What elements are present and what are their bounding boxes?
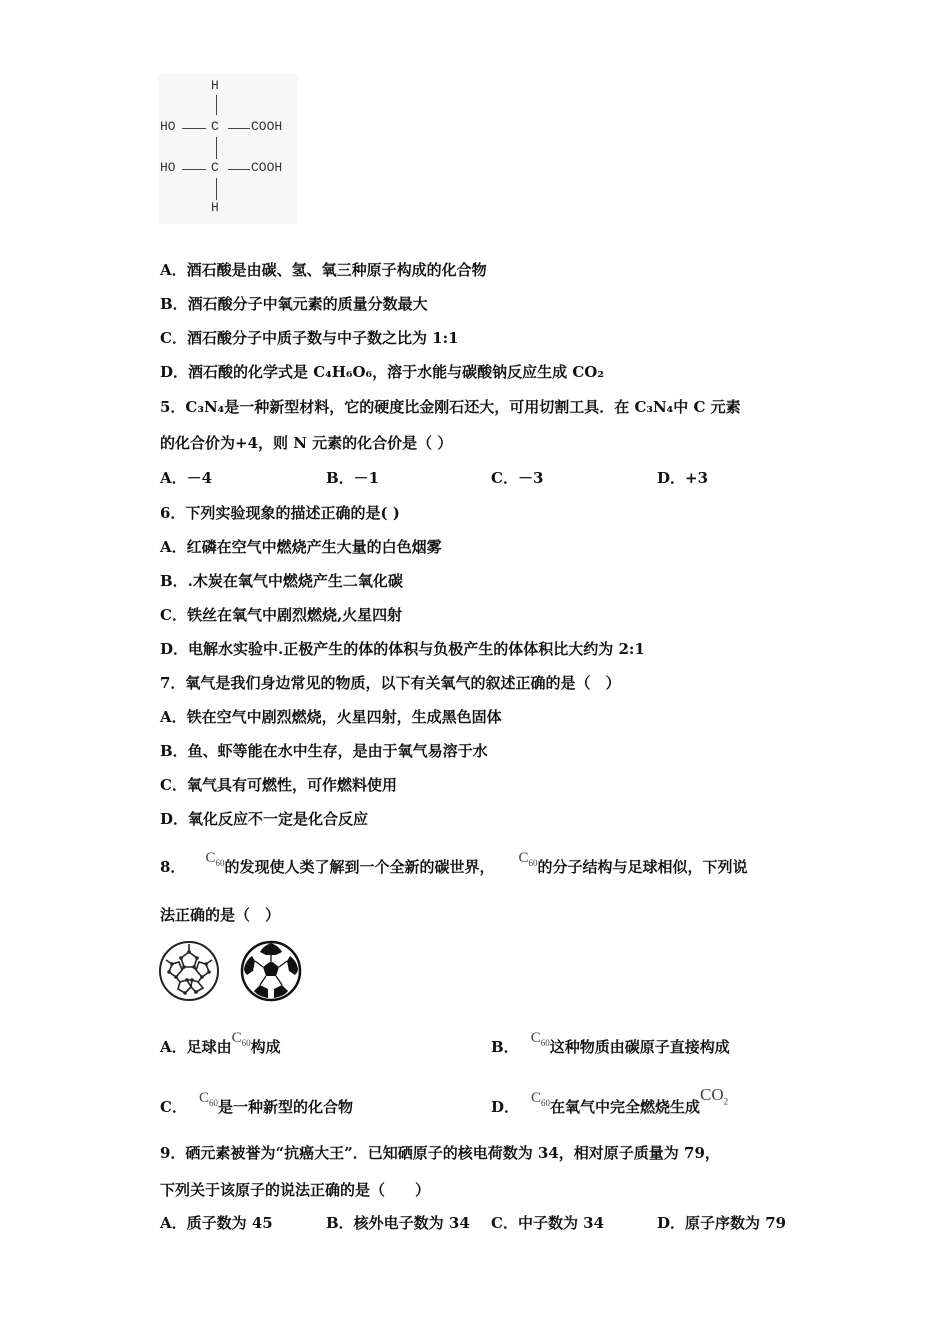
tartaric-acid-structure <box>158 74 298 224</box>
q7-stem: 7．氧气是我们身边常见的物质，以下有关氧气的叙述正确的是（ ） <box>160 674 621 692</box>
q6-option-d: D．电解水实验中.正极产生的体的体积与负极产生的体体积比大约为 2:1 <box>160 640 645 658</box>
c60-formula: $C_{60}$ <box>205 850 225 868</box>
q9-option-b: B．核外电子数为 34 <box>326 1214 470 1232</box>
struct-row1-right: COOH <box>251 119 283 134</box>
q9-option-a: A．质子数为 45 <box>160 1214 273 1232</box>
co2-formula: $CO_2$ <box>700 1085 729 1107</box>
struct-top-h: H <box>211 78 219 93</box>
c60-formula: $C_{60}$ <box>531 1090 551 1108</box>
q8-stem-line2: 法正确的是（ ） <box>160 906 281 924</box>
q9-stem-line2: 下列关于该原子的说法正确的是（ ） <box>160 1181 431 1199</box>
q6-option-b: B．.木炭在氧气中燃烧产生二氧化碳 <box>160 572 403 590</box>
struct-row2-right: COOH <box>251 160 283 175</box>
q6-stem: 6．下列实验现象的描述正确的是( ) <box>160 504 400 522</box>
q8-number: 8． <box>160 858 186 876</box>
q9-option-d: D．原子序数为 79 <box>657 1214 787 1232</box>
q8-option-b: B． $C_{60}$这种物质由碳原子直接构成 <box>491 1036 730 1064</box>
c60-formula: $C_{60}$ <box>530 1030 550 1048</box>
q6-option-c: C．铁丝在氧气中剧烈燃烧,火星四射 <box>160 606 403 624</box>
q9-option-c: C．中子数为 34 <box>491 1214 605 1232</box>
q7-option-c: C．氧气具有可燃性，可作燃料使用 <box>160 776 397 794</box>
q8-stem-part1: 的发现使人类了解到一个全新的碳世界， <box>224 858 495 876</box>
q9-stem-line1: 9．硒元素被誉为“抗癌大王”．已知硒原子的核电荷数为 34，相对原子质量为 79， <box>160 1144 720 1162</box>
q8-option-c: C． $C_{60}$是一种新型的化合物 <box>160 1096 353 1124</box>
q6-option-a: A．红磷在空气中燃烧产生大量的白色烟雾 <box>160 538 442 556</box>
struct-row2-c: C <box>211 160 219 175</box>
q7-option-d: D．氧化反应不一定是化合反应 <box>160 810 369 828</box>
struct-row1-c: C <box>211 119 219 134</box>
q4-option-a: A．酒石酸是由碳、氢、氧三种原子构成的化合物 <box>160 261 487 279</box>
c60-formula: $C_{60}$ <box>518 850 538 868</box>
struct-row1-left: HO <box>160 119 176 134</box>
q5-option-b: B．－1 <box>326 469 380 487</box>
q4-option-c: C．酒石酸分子中质子数与中子数之比为 1:1 <box>160 329 459 347</box>
q5-option-a: A．－4 <box>160 469 213 487</box>
c60-formula: $C_{60}$ <box>231 1030 251 1048</box>
q5-stem-line1: 5．C₃N₄是一种新型材料，它的硬度比金刚石还大，可用切割工具．在 C₃N₄中 C 元素 <box>160 398 741 416</box>
q5-option-c: C．－3 <box>491 469 544 487</box>
struct-row2-left: HO <box>160 160 176 175</box>
q5-option-d: D．+3 <box>657 469 709 487</box>
q5-stem-line2: 的化合价为+4，则 N 元素的化合价是（ ） <box>160 434 453 452</box>
q8-stem-part2: 的分子结构与足球相似，下列说 <box>537 858 748 876</box>
struct-bottom-h: H <box>211 200 219 215</box>
c60-formula: $C_{60}$ <box>198 1090 218 1108</box>
q7-option-b: B．鱼、虾等能在水中生存，是由于氧气易溶于水 <box>160 742 488 760</box>
q8-option-a: A．足球由$C_{60}$构成 <box>160 1036 281 1064</box>
q8-option-d: D． $C_{60}$在氧气中完全燃烧生成$CO_2$ <box>491 1085 729 1116</box>
soccer-ball-image <box>240 939 302 1003</box>
q4-option-b: B．酒石酸分子中氧元素的质量分数最大 <box>160 295 428 313</box>
q7-option-a: A．铁在空气中剧烈燃烧，火星四射，生成黑色固体 <box>160 708 502 726</box>
c60-molecule-image <box>158 940 220 1002</box>
q8-stem-line1 <box>160 850 748 884</box>
q4-option-d: D．酒石酸的化学式是 C₄H₆O₆，溶于水能与碳酸钠反应生成 CO₂ <box>160 363 604 381</box>
